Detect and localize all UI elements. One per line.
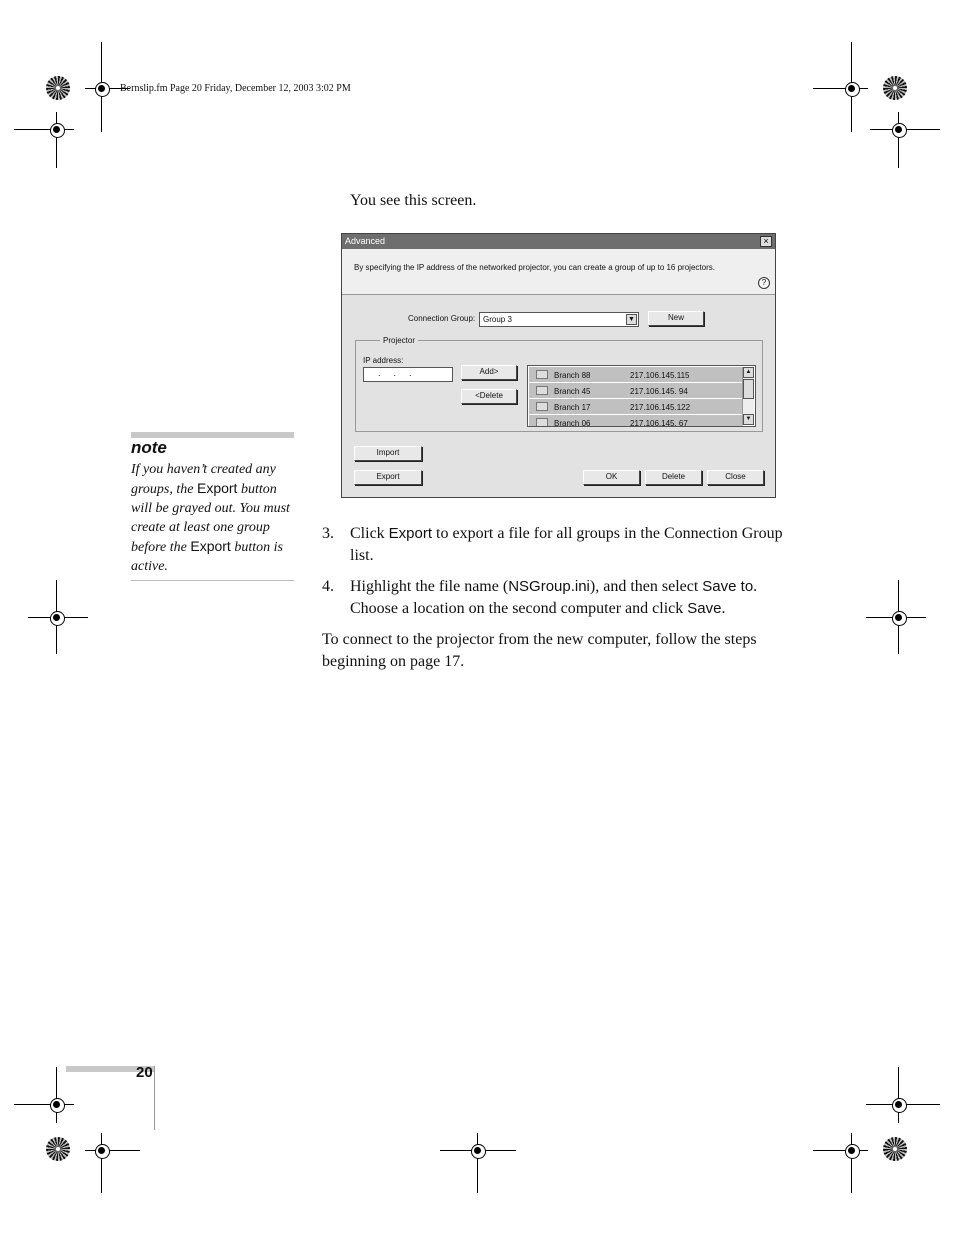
connection-group-value: Group 3 [483, 315, 512, 324]
new-button[interactable]: New [648, 311, 704, 326]
step-number: 4. [322, 578, 334, 595]
crop-mark-icon [440, 1133, 516, 1193]
export-button[interactable]: Export [354, 470, 422, 485]
delete-from-list-button[interactable]: <Delete [461, 389, 517, 404]
crop-mark-icon [870, 112, 940, 168]
projector-name: Branch 06 [554, 419, 591, 427]
projector-icon [536, 418, 548, 427]
ip-address-label: IP address: [363, 356, 404, 365]
scroll-up-icon[interactable]: ▲ [743, 367, 754, 378]
dialog-title: Advanced [345, 236, 386, 246]
closing-paragraph: To connect to the projector from the new computer, follow the steps beginning on page 17. [322, 631, 757, 670]
step-text: Highlight the file name (NSGroup.ini), and then select Save to. Choose a location on the second computer and click Save. [350, 578, 758, 617]
delete-button[interactable]: Delete [645, 470, 702, 485]
projector-name: Branch 17 [554, 403, 591, 412]
advanced-dialog [341, 233, 776, 498]
scroll-down-icon[interactable]: ▼ [743, 414, 754, 425]
projector-ip: 217.106.145. 94 [630, 387, 688, 396]
crop-mark-icon [28, 580, 88, 654]
projector-name: Branch 45 [554, 387, 591, 396]
list-item[interactable] [529, 415, 743, 427]
registration-target-icon [46, 1137, 70, 1161]
projector-icon [536, 402, 548, 411]
page-number: 20 [136, 1064, 153, 1081]
note-title: note [131, 438, 167, 457]
dialog-description-band [342, 249, 775, 295]
crop-mark-icon [866, 580, 926, 654]
projector-icon [536, 370, 548, 379]
note-divider [131, 580, 294, 581]
list-item[interactable] [529, 399, 743, 415]
help-icon[interactable]: ? [758, 277, 770, 289]
chevron-down-icon[interactable]: ▼ [626, 314, 637, 325]
projector-name: Branch 88 [554, 371, 591, 380]
crop-mark-icon [85, 1133, 145, 1193]
list-item[interactable] [529, 383, 743, 399]
projector-icon [536, 386, 548, 395]
page-divider [154, 1066, 155, 1130]
registration-target-icon [883, 76, 907, 100]
dialog-description: By specifying the IP address of the networked projector, you can create a group of up to 16 projectors. [354, 263, 715, 272]
ok-button[interactable]: OK [583, 470, 640, 485]
note-body: If you haven’t created any groups, the Export button will be grayed out. You must create at least one group before the Export button is active. [131, 462, 290, 574]
crop-mark-icon [813, 42, 873, 132]
intro-text: You see this screen. [350, 192, 477, 209]
step-number: 3. [322, 525, 334, 542]
crop-mark-icon [14, 112, 74, 168]
list-item[interactable] [529, 367, 743, 383]
crop-mark-icon [813, 1133, 873, 1193]
projector-label: Projector [380, 336, 418, 345]
crop-mark-icon [14, 1067, 74, 1123]
scroll-thumb[interactable] [743, 379, 754, 399]
add-button[interactable]: Add> [461, 365, 517, 380]
import-button[interactable]: Import [354, 446, 422, 461]
ip-address-input[interactable]: ... [363, 367, 453, 382]
projector-ip: 217.106.145. 67 [630, 419, 688, 427]
registration-target-icon [883, 1137, 907, 1161]
print-header: Bernslip.fm Page 20 Friday, December 12, 2003 3:02 PM [120, 83, 351, 94]
projector-ip: 217.106.145.122 [630, 403, 691, 412]
registration-target-icon [46, 76, 70, 100]
close-button[interactable]: Close [707, 470, 764, 485]
projector-ip: 217.106.145.115 [630, 371, 690, 380]
connection-group-label: Connection Group: [408, 314, 476, 323]
step-text: Click Export to export a file for all groups in the Connection Group list. [350, 525, 783, 564]
crop-mark-icon [866, 1067, 940, 1123]
list-scrollbar[interactable] [742, 367, 754, 425]
close-icon[interactable]: × [760, 236, 772, 247]
connection-group-select[interactable] [479, 312, 639, 327]
projector-list[interactable] [527, 365, 756, 427]
dialog-titlebar [342, 234, 775, 249]
